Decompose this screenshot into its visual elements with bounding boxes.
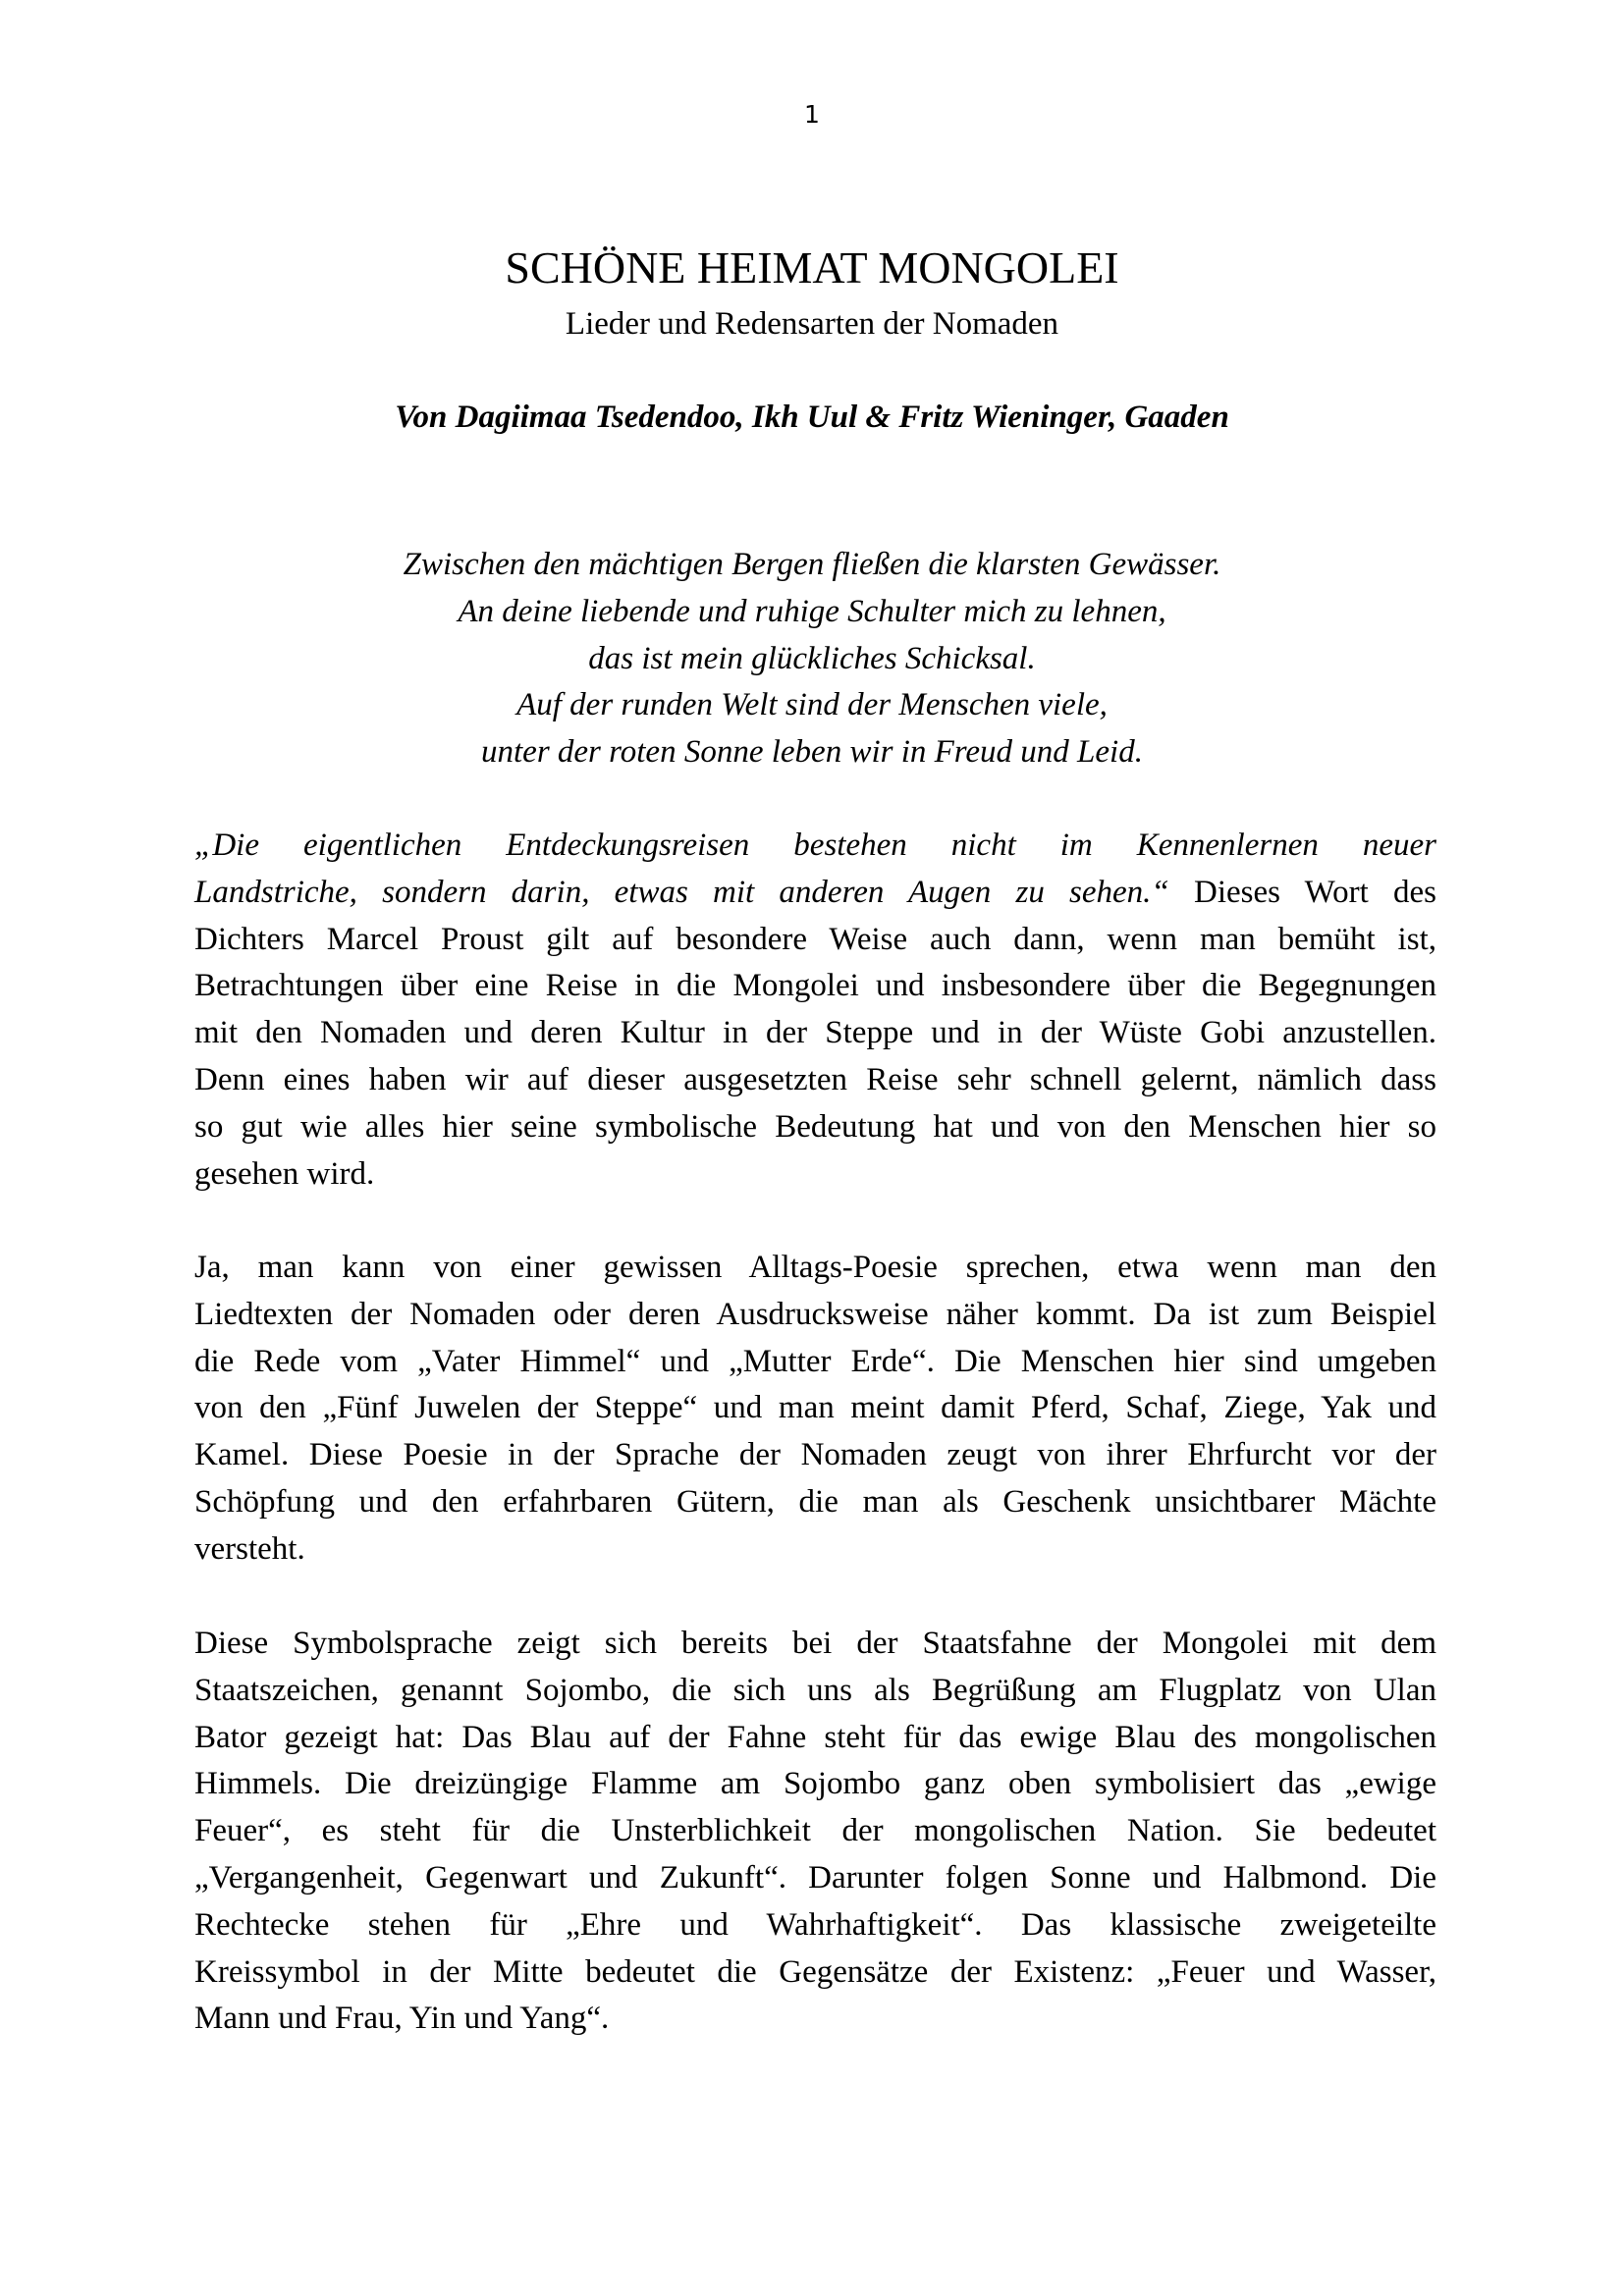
- text-line: Diese Symbolsprache zeigt sich bereits bei der Staatsfahne der Mongolei mit dem: [194, 1626, 1436, 1661]
- text-line: Staatszeichen, genannt Sojombo, die sich uns als Begrüßung am Flugplatz von Ulan: [194, 1672, 1436, 1708]
- text-line: „Vergangenheit, Gegenwart und Zukunft“. Darunter folgen Sonne und Halbmond. Die: [194, 1859, 1436, 1896]
- quote-text: „Die eigentlichen Entdeckungsreisen bestehen nicht im Kennenlernen neuer: [194, 828, 1436, 863]
- document-subtitle: Lieder und Redensarten der Nomaden: [565, 306, 1059, 342]
- poem-line: Zwischen den mächtigen Bergen fließen die klarsten Gewässer.: [403, 547, 1221, 582]
- quote-text: Landstriche, sondern darin, etwas mit anderen Augen zu sehen.“: [194, 874, 1169, 910]
- text-line: Bator gezeigt hat: Das Blau auf der Fahne steht für das ewige Blau des mongolischen: [194, 1719, 1436, 1755]
- text-line: Schöpfung und den erfahrbaren Gütern, die man als Geschenk unsichtbarer Mächte: [194, 1483, 1436, 1520]
- text-line: Betrachtungen über eine Reise in die Mongolei und insbesondere über die Begegnungen: [194, 968, 1436, 1004]
- author-line: Von Dagiimaa Tsedendoo, Ikh Uul & Fritz Wieninger, Gaaden: [395, 400, 1229, 435]
- text-line: so gut wie alles hier seine symbolische Bedeutung hat und von den Menschen hier so: [194, 1108, 1436, 1145]
- poem-line: An deine liebende und ruhige Schulter mich zu lehnen,: [458, 593, 1166, 629]
- text-line: Feuer“, es steht für die Unsterblichkeit der mongolischen Nation. Sie bedeutet: [194, 1813, 1436, 1849]
- text-line: Rechtecke stehen für „Ehre und Wahrhaftigkeit“. Das klassische zweigeteilte: [194, 1906, 1436, 1943]
- text-line: Kreissymbol in der Mitte bedeutet die Gegensätze der Existenz: „Feuer und Wasser,: [194, 1953, 1436, 1990]
- poem-line: Auf der runden Welt sind der Menschen viele,: [516, 687, 1108, 723]
- text-line: Dichters Marcel Proust gilt auf besondere Weise auch dann, wenn man bemüht ist,: [194, 921, 1436, 957]
- paragraph-symbolsprache: [194, 1621, 1436, 2043]
- body-text: Dieses Wort des: [1168, 874, 1436, 910]
- text-line: mit den Nomaden und deren Kultur in der Steppe und in der Wüste Gobi anzustellen.: [194, 1015, 1436, 1051]
- poem-line: das ist mein glückliches Schicksal.: [588, 640, 1036, 676]
- text-line: versteht.: [194, 1530, 305, 1567]
- paragraph-proust-quote: [194, 823, 1436, 1198]
- text-line: Kamel. Diese Poesie in der Sprache der Nomaden zeugt von ihrer Ehrfurcht vor der: [194, 1437, 1436, 1473]
- poem-line: unter der roten Sonne leben wir in Freud und Leid.: [481, 734, 1143, 771]
- text-line: Denn eines haben wir auf dieser ausgesetzten Reise sehr schnell gelernt, nämlich dass: [194, 1061, 1436, 1097]
- paragraph-alltags-poesie: [194, 1245, 1436, 1574]
- text-line: Liedtexten der Nomaden oder deren Ausdrucksweise näher kommt. Da ist zum Beispiel: [194, 1296, 1436, 1332]
- text-line: [194, 870, 1436, 917]
- text-line: [194, 823, 1436, 870]
- text-line: Mann und Frau, Yin und Yang“.: [194, 2001, 610, 2037]
- poem-block: [0, 542, 1624, 776]
- text-line: Ja, man kann von einer gewissen Alltags-Poesie sprechen, etwa wenn man den: [194, 1250, 1436, 1285]
- text-line: gesehen wird.: [194, 1155, 375, 1192]
- document-title: SCHÖNE HEIMAT MONGOLEI: [505, 242, 1119, 293]
- page-number: 1: [804, 100, 820, 129]
- text-line: von den „Fünf Juwelen der Steppe“ und man meint damit Pferd, Schaf, Ziege, Yak und: [194, 1390, 1436, 1426]
- text-line: die Rede vom „Vater Himmel“ und „Mutter Erde“. Die Menschen hier sind umgeben: [194, 1343, 1436, 1379]
- text-line: Himmels. Die dreizüngige Flamme am Sojombo ganz oben symbolisiert das „ewige: [194, 1766, 1436, 1802]
